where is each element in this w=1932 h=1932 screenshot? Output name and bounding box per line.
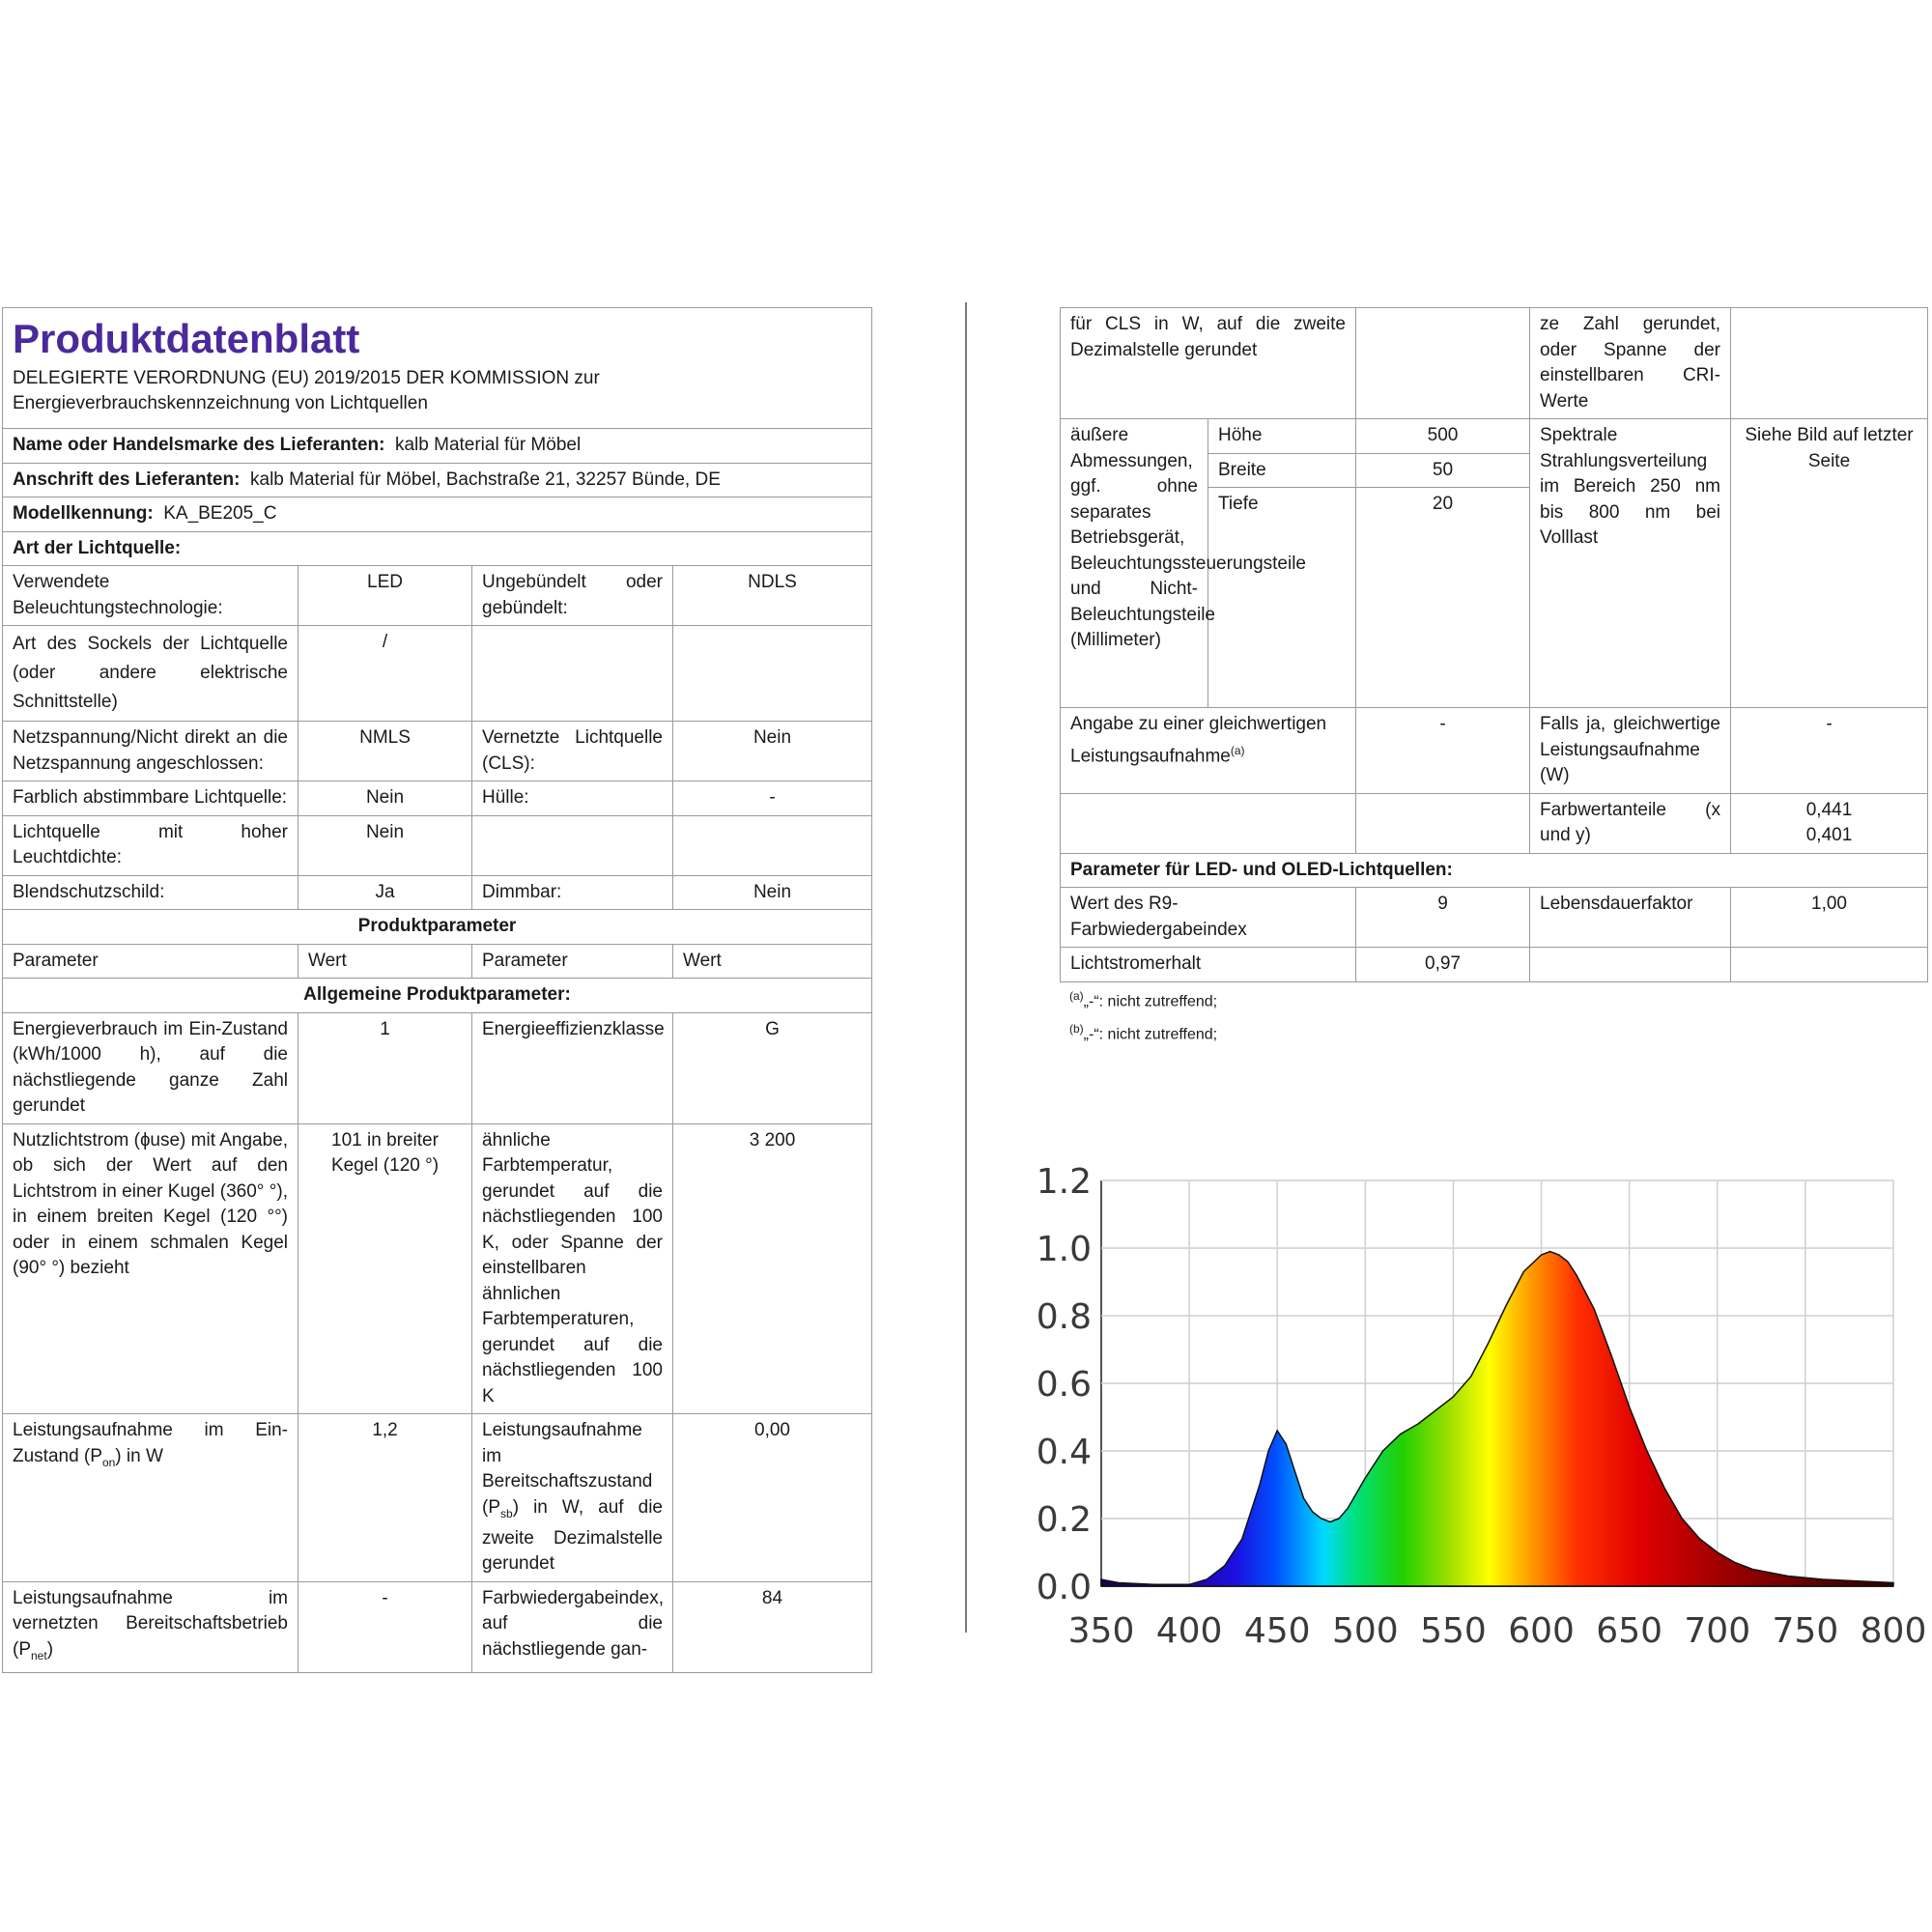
- supplier-name-label: Name oder Handelsmarke des Lieferanten:: [13, 435, 385, 455]
- footnote-a-mark: (a): [1069, 988, 1084, 1003]
- y-tick-label: 0.8: [1036, 1297, 1092, 1337]
- param-cell: Energieeffizienzklasse: [472, 1012, 673, 1123]
- value-cell: /: [298, 626, 472, 722]
- column-header: Parameter: [3, 944, 298, 979]
- led-params-heading: Parameter für LED- und OLED-Lichtquellen:: [1061, 853, 1928, 888]
- value-cell: [1731, 948, 1928, 982]
- param-cell: Verwendete Beleuchtungstechnologie:: [3, 566, 298, 626]
- pon-label: Leistungsaufnahme im Ein-Zustand (P: [13, 1420, 288, 1466]
- dim-name: Breite: [1208, 453, 1356, 488]
- product-data-table-continued: [1060, 307, 1928, 982]
- param-cell: Lichtquelle mit hoher Leuchtdichte:: [3, 815, 298, 875]
- dim-name: Höhe: [1208, 419, 1356, 454]
- left-page: [2, 307, 871, 1673]
- param-cell: Hülle:: [472, 781, 673, 816]
- footnote-ref: (a): [1230, 743, 1245, 757]
- table-row: [1061, 419, 1928, 454]
- spectral-value: Siehe Bild auf letzter Seite: [1731, 419, 1928, 708]
- param-cell: ze Zahl gerundet, oder Spanne der einstellbaren CRI-Werte: [1530, 308, 1731, 419]
- param-cell: Ungebündelt oder gebündelt:: [472, 566, 673, 626]
- table-row: [3, 566, 872, 626]
- value-cell: 101 in breiter Kegel (120 °): [298, 1123, 472, 1414]
- dim-name: Tiefe: [1208, 488, 1356, 708]
- supplier-name-value: kalb Material für Möbel: [394, 435, 582, 455]
- x-tick-label: 600: [1508, 1611, 1575, 1651]
- footnote-b: [1069, 1015, 1927, 1048]
- table-row: [1061, 708, 1928, 794]
- spectrum-area: [1101, 1252, 1893, 1587]
- param-cell: Nutzlichtstrom (ɸuse) mit Angabe, ob sich der Wert auf den Lichtstrom in einer Kugel (360° °), in einem breiten Kegel (120 °°) oder in einem schmalen Kegel (90° °) bezieht: [3, 1123, 298, 1414]
- value-cell: -: [673, 781, 872, 816]
- value-cell: -: [1731, 708, 1928, 794]
- table-row: [1061, 888, 1928, 948]
- table-row: [3, 1581, 872, 1672]
- value-cell: [1731, 308, 1928, 419]
- x-tick-label: 550: [1420, 1611, 1487, 1651]
- pnet-subscript: net: [31, 1648, 47, 1662]
- product-data-table: [2, 307, 872, 1673]
- param-cell: [3, 1414, 298, 1582]
- y-axis-ticks: [1037, 1162, 1092, 1607]
- dimensions-label: äußere Abmessungen, ggf. ohne separates Betriebsgerät, Beleuchtungssteuerungsteile und Nicht-Beleuchtungsteile (Millimeter): [1061, 419, 1208, 708]
- value-cell: 0,97: [1356, 948, 1530, 982]
- page-divider: [965, 302, 967, 1633]
- param-cell: ähnliche Farbtemperatur, gerundet auf die nächstliegenden 100 K, oder Spanne der einstellbaren ähnlichen Farbtemperaturen, gerundet auf die nächstliegenden 100 K: [472, 1123, 673, 1414]
- footnote-b-mark: (b): [1069, 1021, 1084, 1036]
- general-params-heading: Allgemeine Produktparameter:: [3, 979, 872, 1013]
- pnet-label: Leistungsaufnahme im vernetzten Bereitschaftsbetrieb (P: [13, 1587, 288, 1660]
- param-cell: Wert des R9-Farbwiedergabeindex: [1061, 888, 1356, 948]
- chroma-x: 0,441: [1805, 799, 1853, 820]
- value-cell: Nein: [298, 781, 472, 816]
- table-row: [1061, 948, 1928, 982]
- column-header: Wert: [673, 944, 872, 979]
- value-cell: Nein: [673, 722, 872, 781]
- dim-value: 20: [1356, 488, 1530, 708]
- address-label: Anschrift des Lieferanten:: [13, 469, 241, 490]
- value-cell: Nein: [673, 875, 872, 910]
- table-row: [3, 781, 872, 816]
- y-tick-label: 0.6: [1036, 1365, 1092, 1405]
- pnet-label-tail: ): [46, 1638, 54, 1660]
- footnote-a: [1069, 982, 1927, 1015]
- spectral-distribution-chart: [1024, 1150, 1932, 1671]
- param-cell: [472, 1414, 673, 1582]
- param-cell: Blendschutzschild:: [3, 875, 298, 910]
- value-cell: [673, 626, 872, 722]
- value-cell: 1: [298, 1012, 472, 1123]
- param-cell: Farblich abstimmbare Lichtquelle:: [3, 781, 298, 816]
- value-cell: -: [1356, 708, 1530, 794]
- source-type-label: Art der Lichtquelle:: [13, 537, 182, 558]
- value-cell: [673, 815, 872, 875]
- table-row: [3, 875, 872, 910]
- address-value: kalb Material für Möbel, Bachstraße 21, 32257 Bünde, DE: [250, 469, 721, 490]
- table-row: [1061, 308, 1928, 419]
- param-cell: Netzspannung/Nicht direkt an die Netzspannung angeschlossen:: [3, 722, 298, 781]
- y-tick-label: 1.2: [1036, 1162, 1092, 1202]
- value-cell: G: [673, 1012, 872, 1123]
- value-cell: 3 200: [673, 1123, 872, 1414]
- dim-value: 50: [1356, 453, 1530, 488]
- table-row: [3, 626, 872, 722]
- footnote-b-text: „-“: nicht zutreffend;: [1083, 1026, 1218, 1043]
- x-tick-label: 800: [1860, 1611, 1927, 1651]
- x-tick-label: 450: [1243, 1611, 1311, 1651]
- x-tick-label: 400: [1155, 1611, 1223, 1651]
- y-tick-label: 1.0: [1036, 1230, 1092, 1269]
- x-tick-label: 650: [1596, 1611, 1663, 1651]
- equiv-label: Angabe zu einer gleichwertigen Leistungsaufnahme: [1070, 714, 1327, 766]
- model-value: KA_BE205_C: [163, 503, 277, 524]
- param-cell: [1061, 708, 1356, 794]
- footnote-a-text: „-“: nicht zutreffend;: [1083, 992, 1218, 1009]
- param-cell: für CLS in W, auf die zweite Dezimalstelle gerundet: [1061, 308, 1356, 419]
- param-cell: Vernetzte Lichtquelle (CLS):: [472, 722, 673, 781]
- pon-label-tail: ) in W: [115, 1445, 163, 1466]
- table-row: [3, 815, 872, 875]
- value-cell: Nein: [298, 815, 472, 875]
- param-cell: Falls ja, gleichwertige Leistungsaufnahme (W): [1530, 708, 1731, 794]
- x-axis-ticks: [1068, 1611, 1927, 1651]
- model-label: Modellkennung:: [13, 503, 154, 524]
- param-cell: Energieverbrauch im Ein-Zustand (kWh/1000 h), auf die nächstliegende ganze Zahl gerundet: [3, 1012, 298, 1123]
- y-tick-label: 0.0: [1036, 1568, 1092, 1607]
- param-cell: Lichtstromerhalt: [1061, 948, 1356, 982]
- value-cell: Ja: [298, 875, 472, 910]
- pon-subscript: on: [101, 1455, 116, 1469]
- param-cell: [1530, 948, 1731, 982]
- column-header: Wert: [298, 944, 472, 979]
- param-cell: Lebensdauerfaktor: [1530, 888, 1731, 948]
- right-page: [1060, 307, 1927, 1048]
- footnotes: [1069, 982, 1927, 1049]
- param-cell: Art des Sockels der Lichtquelle (oder andere elektrische Schnittstelle): [3, 626, 298, 722]
- psb-label: Leistungsaufnahme im Bereitschaftszustand (P: [482, 1420, 653, 1518]
- value-cell: NMLS: [298, 722, 472, 781]
- value-cell: [1356, 308, 1530, 419]
- table-header-row: [3, 944, 872, 979]
- table-row: [3, 722, 872, 781]
- product-params-heading: Produktparameter: [3, 910, 872, 945]
- value-cell: NDLS: [673, 566, 872, 626]
- x-tick-label: 750: [1772, 1611, 1839, 1651]
- param-cell: Farbwertanteile (x und y): [1530, 793, 1731, 853]
- y-tick-label: 0.2: [1036, 1500, 1092, 1540]
- y-tick-label: 0.4: [1036, 1433, 1092, 1472]
- param-cell: [472, 626, 673, 722]
- value-cell: 84: [673, 1581, 872, 1672]
- regulation-text: DELEGIERTE VERORDNUNG (EU) 2019/2015 DER KOMMISSION zur Energieverbrauchskennzeichnung von Lichtquellen: [13, 368, 600, 413]
- param-cell: Farbwiedergabeindex, auf die nächstliegende gan-: [472, 1581, 673, 1672]
- x-tick-label: 500: [1331, 1611, 1399, 1651]
- param-cell: [472, 815, 673, 875]
- value-cell: 1,00: [1731, 888, 1928, 948]
- table-row: [1061, 793, 1928, 853]
- page-title: Produktdatenblatt: [13, 316, 360, 361]
- value-cell: [1731, 793, 1928, 853]
- value-cell: 9: [1356, 888, 1530, 948]
- table-row: [3, 1123, 872, 1414]
- spectral-label: Spektrale Strahlungsverteilung im Bereich 250 nm bis 800 nm bei Volllast: [1530, 419, 1731, 708]
- chroma-y: 0,401: [1805, 825, 1853, 845]
- param-cell: Dimmbar:: [472, 875, 673, 910]
- param-cell: [3, 1581, 298, 1672]
- value-cell: -: [298, 1581, 472, 1672]
- table-row: [3, 1414, 872, 1582]
- value-cell: LED: [298, 566, 472, 626]
- param-cell: [1061, 793, 1356, 853]
- value-cell: 0,00: [673, 1414, 872, 1582]
- dim-value: 500: [1356, 419, 1530, 454]
- psb-subscript: sb: [500, 1506, 513, 1520]
- value-cell: 1,2: [298, 1414, 472, 1582]
- x-tick-label: 700: [1684, 1611, 1751, 1651]
- x-tick-label: 350: [1067, 1611, 1135, 1651]
- value-cell: [1356, 793, 1530, 853]
- table-row: [3, 1012, 872, 1123]
- psb-label-tail: ) in W, auf die zweite Dezimalstelle gerundet: [482, 1496, 663, 1575]
- column-header: Parameter: [472, 944, 673, 979]
